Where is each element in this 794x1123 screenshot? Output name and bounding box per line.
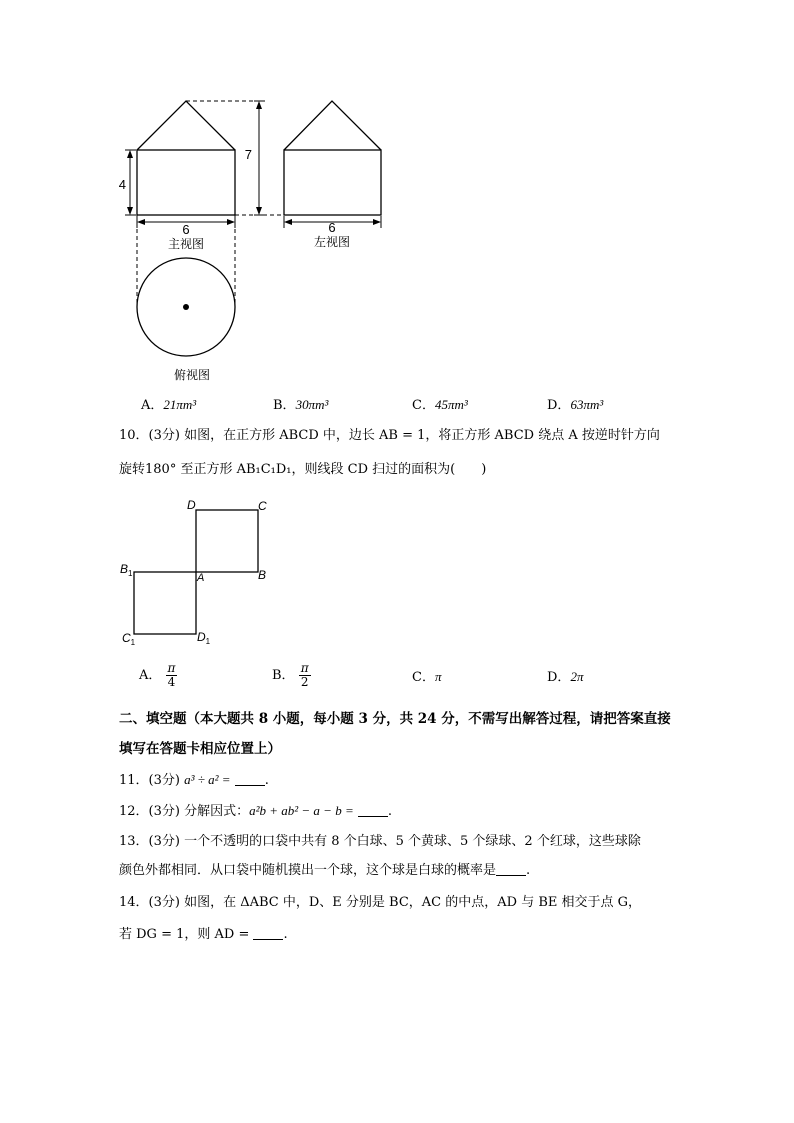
side-view-roof [284, 101, 381, 150]
q13-line2: 颜色外都相同．从口袋中随机摸出一个球，这个球是白球的概率是 . [119, 863, 531, 878]
dim-width-side: 6 [328, 220, 336, 235]
top-view-center-point [183, 304, 189, 310]
label-c1: $C_1$ [122, 631, 136, 647]
answer-blank [235, 773, 265, 786]
dim-height-total: 7 [244, 147, 252, 162]
front-view-body [137, 150, 235, 215]
label-d: D [187, 498, 196, 512]
fraction-pi-over-2: $\frac{\pi}{2}$ [300, 661, 309, 689]
answer-blank [253, 927, 283, 940]
q10-text-line2: 旋转180° 至正方形 AB₁C₁D₁，则线段 CD 扫过的面积为( ) [119, 462, 487, 477]
section-heading-line1: 二、填空题（本大题共 8 小题，每小题 3 分，共 24 分，不需写出解答过程，请把答案直接 [119, 711, 671, 727]
q10-option-b: B． $\frac{\pi}{2}$ [272, 661, 309, 689]
label-a: A [197, 572, 205, 584]
q9-option-b: B．30πm³ [273, 397, 329, 413]
q10-option-c: C．π [412, 669, 442, 685]
q10-text-line1: 10．(3分) 如图，在正方形 ABCD 中，边长 AB = 1，将正方形 ABCD 绕点 A 按逆时针方向 [119, 428, 660, 443]
q9-option-c: C．45πm³ [412, 397, 468, 413]
q9-option-a: A．21πm³ [141, 397, 197, 413]
q10-option-d: D．2π [547, 669, 584, 685]
three-view-figure [0, 0, 794, 395]
dim-height-front: 4 [118, 177, 126, 192]
section-heading-line2: 填写在答题卡相应位置上） [119, 741, 281, 757]
square-abcd [196, 510, 258, 572]
top-view-label: 俯视图 [173, 368, 211, 382]
q14-line1: 14．(3分) 如图，在 ΔABC 中，D、E 分别是 BC，AC 的中点，AD 与 BE 相交于点 G， [119, 895, 642, 910]
q11: 11．(3分) a³ ÷ a² = . [119, 772, 269, 788]
side-view-body [284, 150, 381, 215]
q12: 12．(3分) 分解因式：a²b + ab² − a − b = . [119, 803, 393, 819]
q10-option-a: A． $\frac{\pi}{4}$ [139, 661, 176, 689]
label-d1: $D_1$ [197, 630, 211, 646]
side-view-label: 左视图 [313, 235, 351, 249]
answer-blank [496, 863, 526, 876]
label-b1: $B_1$ [120, 562, 133, 578]
answer-blank [358, 804, 388, 817]
label-b: B [258, 568, 267, 582]
label-c: C [258, 499, 267, 513]
dim-width-front: 6 [182, 222, 190, 237]
q13-line1: 13．(3分) 一个不透明的口袋中共有 8 个白球、5 个黄球、5 个绿球、2 个红球，这些球除 [119, 834, 641, 849]
rotated-squares-figure [100, 490, 300, 655]
q14-line2: 若 DG = 1，则 AD = . [119, 927, 288, 942]
q9-option-d: D．63πm³ [547, 397, 604, 413]
front-view-label: 主视图 [167, 237, 205, 251]
square-ab1c1d1 [134, 572, 196, 634]
front-view-roof [137, 101, 235, 150]
fraction-pi-over-4: $\frac{\pi}{4}$ [167, 661, 176, 689]
